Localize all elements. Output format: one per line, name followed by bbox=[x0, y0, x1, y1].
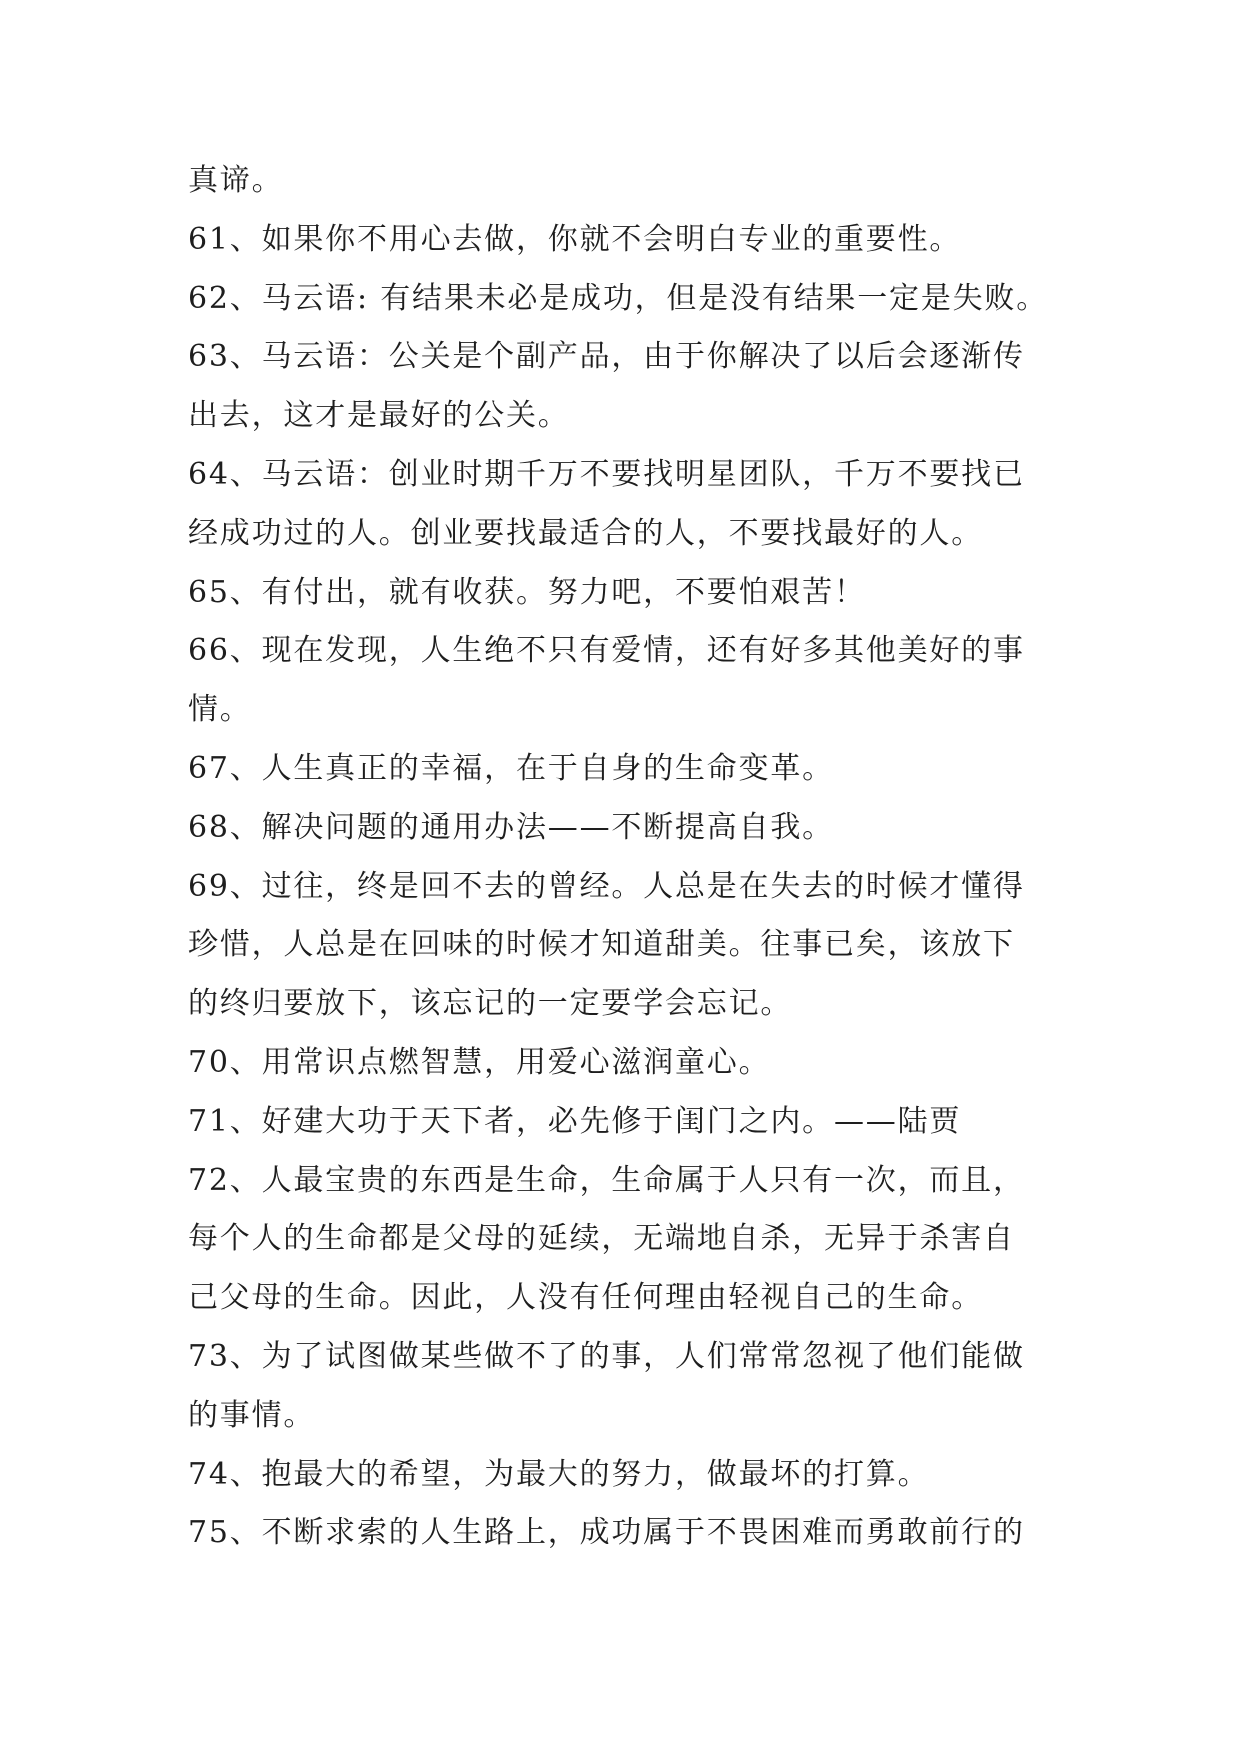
quote-text-block bbox=[188, 152, 1068, 1563]
text-line: 73、为了试图做某些做不了的事，人们常常忽视了他们能做 bbox=[188, 1338, 1025, 1374]
text-line: 69、过往，终是回不去的曾经。人总是在失去的时候才懂得 bbox=[188, 868, 1025, 904]
text-line: 64、马云语：创业时期千万不要找明星团队，千万不要找已 bbox=[188, 456, 1025, 492]
text-line: 61、如果你不用心去做，你就不会明白专业的重要性。 bbox=[188, 221, 962, 257]
text-line: 己父母的生命。因此，人没有任何理由轻视自己的生命。 bbox=[188, 1280, 983, 1316]
text-line: 62、马云语: 有结果未必是成功，但是没有结果一定是失败。 bbox=[188, 280, 1049, 316]
text-line: 67、人生真正的幸福，在于自身的生命变革。 bbox=[188, 750, 834, 786]
text-line: 经成功过的人。创业要找最适合的人，不要找最好的人。 bbox=[188, 515, 983, 551]
text-line: 74、抱最大的希望，为最大的努力，做最坏的打算。 bbox=[188, 1456, 930, 1492]
text-line: 每个人的生命都是父母的延续，无端地自杀，无异于杀害自 bbox=[188, 1221, 1015, 1257]
text-line: 72、人最宝贵的东西是生命，生命属于人只有一次，而且， bbox=[188, 1162, 1025, 1198]
text-line: 66、现在发现，人生绝不只有爱情，还有好多其他美好的事 bbox=[188, 633, 1025, 669]
text-line: 的终归要放下，该忘记的一定要学会忘记。 bbox=[188, 986, 793, 1022]
text-line: 71、好建大功于天下者，必先修于闺门之内。——陆贾 bbox=[188, 1103, 962, 1139]
text-line: 珍惜，人总是在回味的时候才知道甜美。往事已矣，该放下 bbox=[188, 927, 1015, 963]
text-line: 真谛。 bbox=[188, 163, 284, 198]
text-line: 68、解决问题的通用办法——不断提高自我。 bbox=[188, 809, 834, 845]
text-line: 情。 bbox=[188, 692, 252, 728]
text-line: 出去，这才是最好的公关。 bbox=[188, 398, 570, 434]
text-line: 63、马云语：公关是个副产品，由于你解决了以后会逐渐传 bbox=[188, 339, 1025, 375]
text-line: 65、有付出，就有收获。努力吧，不要怕艰苦！ bbox=[188, 574, 866, 610]
text-line: 75、不断求索的人生路上，成功属于不畏困难而勇敢前行的 bbox=[188, 1515, 1025, 1551]
text-line: 70、用常识点燃智慧，用爱心滋润童心。 bbox=[188, 1044, 771, 1080]
text-line: 的事情。 bbox=[188, 1397, 316, 1433]
